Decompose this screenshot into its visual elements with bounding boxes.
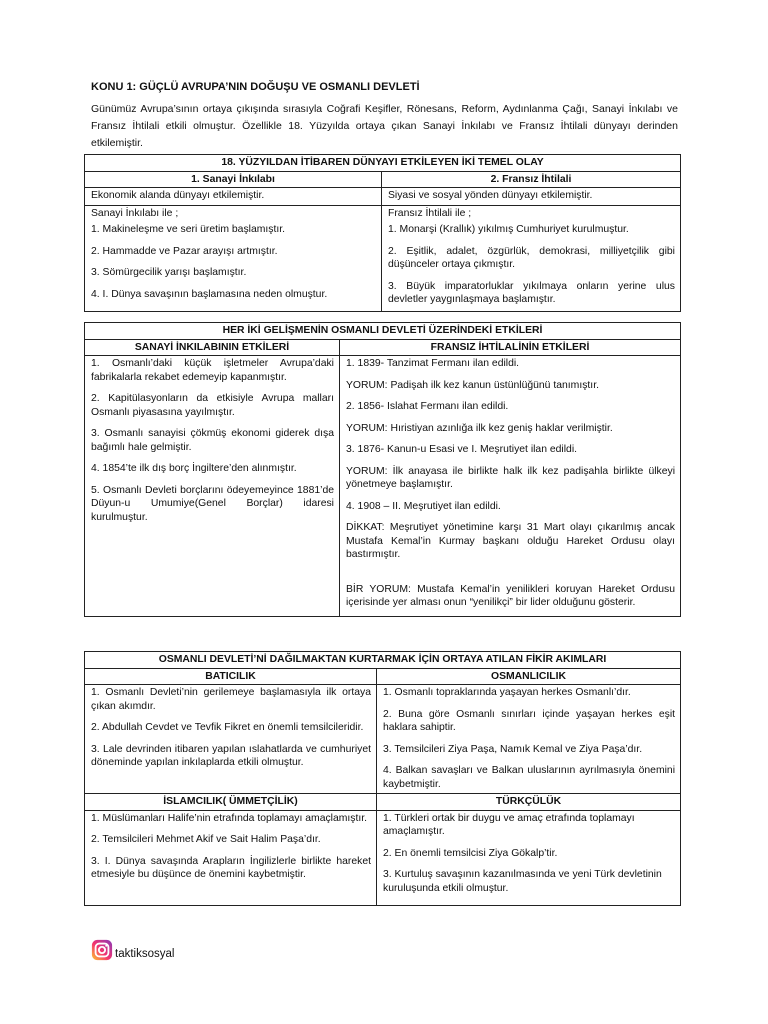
list-item: 4. 1854’te ilk dış borç İngiltere’den alınmıştır.	[91, 463, 297, 474]
list-item: 3. I. Dünya savaşında Arapların İngilizlerle birlikte hareket etmesiyle bu düşünce de önemini kaybetmiştir.	[91, 855, 371, 880]
list-item: 3. Büyük imparatorluklar yıkılmaya onların yerine ulus devletler yaygınlaşmaya başlamıştır.	[388, 280, 675, 305]
list-item: 1. Osmanlı topraklarında yaşayan herkes Osmanlı’dır.	[383, 687, 631, 698]
instagram-icon	[91, 939, 113, 961]
list-item: YORUM: Padişah ilk kez kanun üstünlüğünü tanımıştır.	[346, 379, 599, 391]
list-item: 1. Monarşi (Krallık) yıkılmış Cumhuriyet kurulmuştur.	[388, 224, 629, 235]
list-item: YORUM: Hıristiyan azınlığa ilk kez geniş haklar verilmiştir.	[346, 422, 613, 434]
list-item: 2. Hammadde ve Pazar arayışı artmıştır.	[91, 245, 278, 257]
list-sanayi-effects	[85, 356, 340, 617]
list-item: 3. Sömürgecilik yarışı başlamıştır.	[91, 267, 247, 278]
list-item: 4. 1908 – II. Meşrutiyet ilan edildi.	[346, 500, 501, 512]
column-title-osmanlicilik: OSMANLICILIK	[377, 668, 681, 685]
list-item: DİKKAT: Meşrutiyet yönetimine karşı 31 Mart olayı çıkarılmış ancak Mustafa Kemal’in Kurmay başkanı olduğu Hareket Ordusu olayı bastırmıştır.	[346, 522, 676, 560]
list-intro: Fransız İhtilali ile ;	[388, 207, 472, 219]
list-item: 4. I. Dünya savaşının başlamasına neden olmuştur.	[91, 288, 328, 300]
list-item: 2. Abdullah Cevdet ve Tevfik Fikret en önemli temsilcileridir.	[91, 722, 364, 733]
list-item: 4. Balkan savaşları ve Balkan uluslarının ayrılmasıyla önemini kaybetmiştir.	[383, 765, 676, 790]
table-effects-on-ottoman	[84, 322, 681, 617]
list-item: 1. Osmanlı Devleti’nin gerilemeye başlamasıyla ilk ortaya çıkan akımdır.	[91, 687, 371, 712]
intro-paragraph: Günümüz Avrupa’sının ortaya çıkışında sırasıyla Coğrafi Keşifler, Rönesans, Reform, Aydınlanma Çağı, Sanayi İnkılabı ve Fransız İhtilali etkili olmuştur. Özellikle 18. Yüzyılda ortaya çıkan Sanayi İnkılabı ve Fransız İhtilali dünyayı derinden etkilemiştir.	[91, 103, 678, 149]
list-item: 2. Eşitlik, adalet, özgürlük, demokrasi, milliyetçilik gibi düşünceler ortaya çıkmıştır.	[388, 245, 675, 270]
list-item: 3. Temsilcileri Ziya Paşa, Namık Kemal ve Ziya Paşa’dır.	[383, 743, 643, 755]
table-header: HER İKİ GELİŞMENİN OSMANLI DEVLETİ ÜZERİNDEKİ ETKİLERİ	[85, 323, 681, 340]
table-ideologies	[84, 651, 681, 906]
table-two-events	[84, 154, 681, 312]
list-item: BİR YORUM: Mustafa Kemal’in yenilikleri koruyan Hareket Ordusu içerisinde yer alması onun “yenilikçi” bir lider olduğunu gösterir.	[346, 583, 676, 608]
list-item: 2. Kapitülasyonların da etkisiyle Avrupa malları Osmanlı piyasasına yayılmıştır.	[91, 393, 334, 418]
column-title-sanayi: 1. Sanayi İnkılabı	[85, 171, 382, 188]
page-title: KONU 1: GÜÇLÜ AVRUPA’NIN DOĞUŞU VE OSMANLI DEVLETİ	[91, 81, 420, 93]
list-item: 1. Makineleşme ve seri üretim başlamıştır.	[91, 224, 286, 235]
list-islamcilik	[85, 810, 377, 906]
list-item: 3. Lale devrinden itibaren yapılan ıslahatlarda ve cumhuriyet döneminde yapılan inkılaplarda etkili olmuştur.	[91, 743, 371, 768]
social-handle: taktiksosyal	[115, 948, 175, 960]
column-title-islamcilik: İSLAMCILIK( ÜMMETÇİLİK)	[85, 794, 377, 811]
list-item: YORUM: İlk anayasa ile birlikte halk ilk kez padişahla birlikte ülkeyi yönetmeye başlamıştır.	[346, 465, 676, 490]
list-item: 3. Kurtuluş savaşının kazanılmasında ve yeni Türk devletinin kuruluşunda etkili olmuştur.	[383, 869, 662, 894]
list-item: 1. 1839- Tanzimat Fermanı ilan edildi.	[346, 358, 520, 369]
list-osmanlicilik	[377, 685, 681, 794]
list-item: 1. Türkleri ortak bir duygu ve amaç etrafında toplamayı amaçlamıştır.	[383, 812, 635, 837]
list-item: 2. Temsilcileri Mehmet Akif ve Sait Halim Paşa’dır.	[91, 834, 321, 845]
list-item: 3. Osmanlı sanayisi çökmüş ekonomi giderek dışa bağımlı hale gelmiştir.	[91, 428, 334, 453]
list-intro: Sanayi İnkılabı ile ;	[91, 207, 179, 219]
list-item: 2. Buna göre Osmanlı sınırları içinde yaşayan herkes eşit haklara sahiptir.	[383, 708, 676, 733]
list-baticilik	[85, 685, 377, 794]
summary-sanayi: Ekonomik alanda dünyayı etkilemiştir.	[85, 188, 382, 206]
list-fransiz-effects	[340, 356, 681, 617]
list-item: 2. 1856- Islahat Fermanı ilan edildi.	[346, 401, 509, 412]
list-item: 5. Osmanlı Devleti borçlarını ödeyemeyince 1881’de Düyun-u Umumiye(Genel Borçlar) idaresi kurulmuştur.	[91, 484, 334, 523]
column-title-fransiz: 2. Fransız İhtilali	[382, 171, 681, 188]
list-item: 1. Osmanlı’daki küçük işletmeler Avrupa’daki fabrikalarla rekabet edemeyip kapanmıştır.	[91, 358, 334, 383]
list-item: 1. Müslümanları Halife’nin etrafında toplamayı amaçlamıştır.	[91, 812, 368, 824]
column-title-turkculuk: TÜRKÇÜLÜK	[377, 794, 681, 811]
list-turkculuk	[377, 810, 681, 906]
list-item: 2. En önemli temsilcisi Ziya Gökalp’tir.	[383, 847, 558, 859]
column-title-fransiz-effects: FRANSIZ İHTİLALİNİN ETKİLERİ	[340, 339, 681, 356]
list-fransiz	[382, 205, 681, 311]
list-item: 3. 1876- Kanun-u Esasi ve I. Meşrutiyet ilan edildi.	[346, 444, 578, 455]
column-title-sanayi-effects: SANAYİ İNKILABININ ETKİLERİ	[85, 339, 340, 356]
list-sanayi	[85, 205, 382, 311]
column-title-baticilik: BATICILIK	[85, 668, 377, 685]
table-header: 18. YÜZYILDAN İTİBAREN DÜNYAYI ETKİLEYEN İKİ TEMEL OLAY	[85, 155, 681, 172]
summary-fransiz: Siyasi ve sosyal yönden dünyayı etkilemiştir.	[382, 188, 681, 206]
table-header: OSMANLI DEVLETİ’Nİ DAĞILMAKTAN KURTARMAK İÇİN ORTAYA ATILAN FİKİR AKIMLARI	[85, 652, 681, 669]
